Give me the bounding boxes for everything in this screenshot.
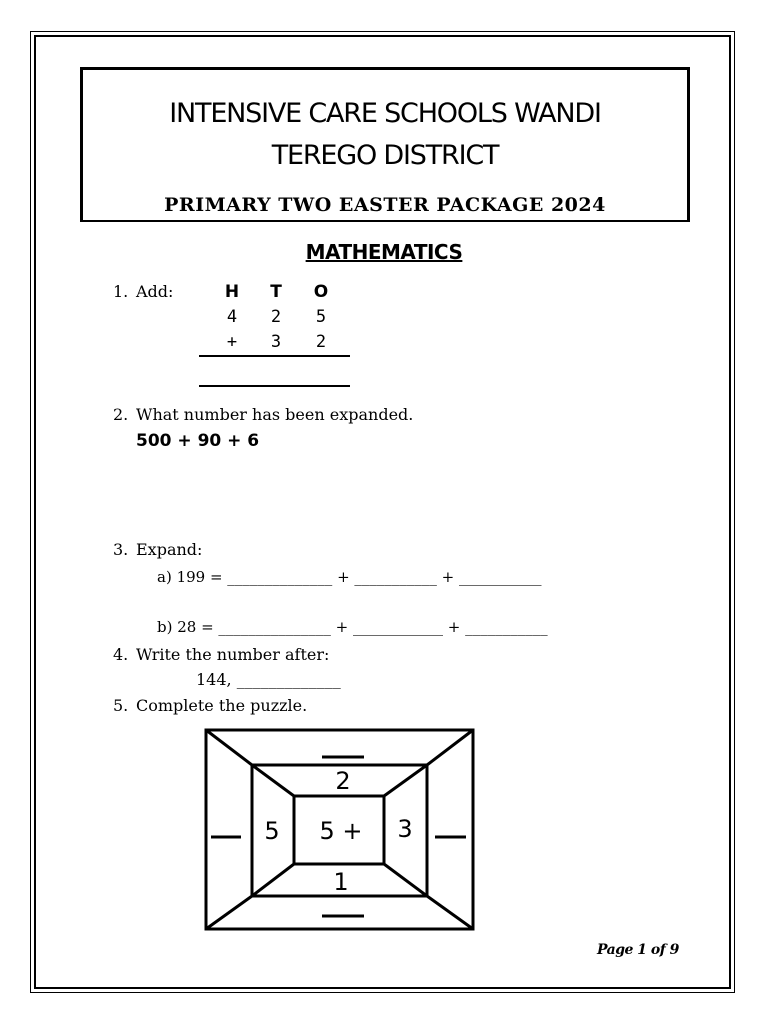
puzzle-left-number: 5 — [264, 817, 280, 845]
addend2-t: 3 — [270, 332, 282, 352]
addend2-o: 2 — [315, 332, 327, 352]
puzzle-diagonal — [427, 896, 473, 929]
q2-prompt: What number has been expanded. — [136, 405, 414, 424]
column-header-h: H — [224, 282, 240, 302]
puzzle-diagonal — [384, 864, 427, 896]
puzzle-diagram — [204, 728, 476, 932]
school-name-line2: TEREGO DISTRICT — [271, 140, 499, 171]
q2-number: 2. — [113, 405, 129, 424]
puzzle-bottom-number: 1 — [333, 868, 349, 896]
addend1-t: 2 — [270, 307, 282, 327]
puzzle-diagonal — [252, 864, 294, 896]
package-title: PRIMARY TWO EASTER PACKAGE 2024 — [164, 194, 606, 216]
puzzle-right-number: 3 — [397, 815, 413, 843]
column-header-t: T — [270, 282, 282, 302]
addend1-o: 5 — [315, 307, 327, 327]
q5-prompt: Complete the puzzle. — [136, 696, 308, 715]
q1-number: 1. — [113, 282, 129, 301]
q5-number: 5. — [113, 696, 129, 715]
page-number: Page 1 of 9 — [597, 942, 679, 958]
column-header-o: O — [313, 282, 329, 302]
sum-line-top — [199, 355, 350, 357]
q4-answer-line: 144, _____________ — [196, 670, 341, 689]
q3-part-a: a) 199 = ______________ + ___________ + ___________ — [157, 568, 542, 586]
puzzle-diagonal — [427, 730, 473, 765]
puzzle-top-number: 2 — [335, 767, 351, 795]
subject-title: MATHEMATICS — [305, 240, 463, 264]
puzzle-diagonal — [206, 730, 252, 765]
puzzle-diagonal — [252, 765, 294, 796]
plus-sign: + — [226, 332, 238, 352]
q4-number: 4. — [113, 645, 129, 664]
addend1-h: 4 — [226, 307, 238, 327]
q3-prompt: Expand: — [136, 540, 203, 559]
q2-expression: 500 + 90 + 6 — [136, 431, 260, 451]
q3-number: 3. — [113, 540, 129, 559]
header-box — [80, 67, 690, 222]
q4-prompt: Write the number after: — [136, 645, 330, 664]
puzzle-diagonal — [206, 896, 252, 929]
puzzle-diagonal — [384, 765, 427, 796]
q1-prompt: Add: — [136, 282, 174, 301]
q3-part-b: b) 28 = _______________ + ____________ + ___________ — [157, 618, 548, 636]
puzzle-center-expression: 5 + — [319, 817, 363, 845]
school-name-line1: INTENSIVE CARE SCHOOLS WANDI — [169, 98, 601, 129]
sum-line-bottom — [199, 385, 350, 387]
